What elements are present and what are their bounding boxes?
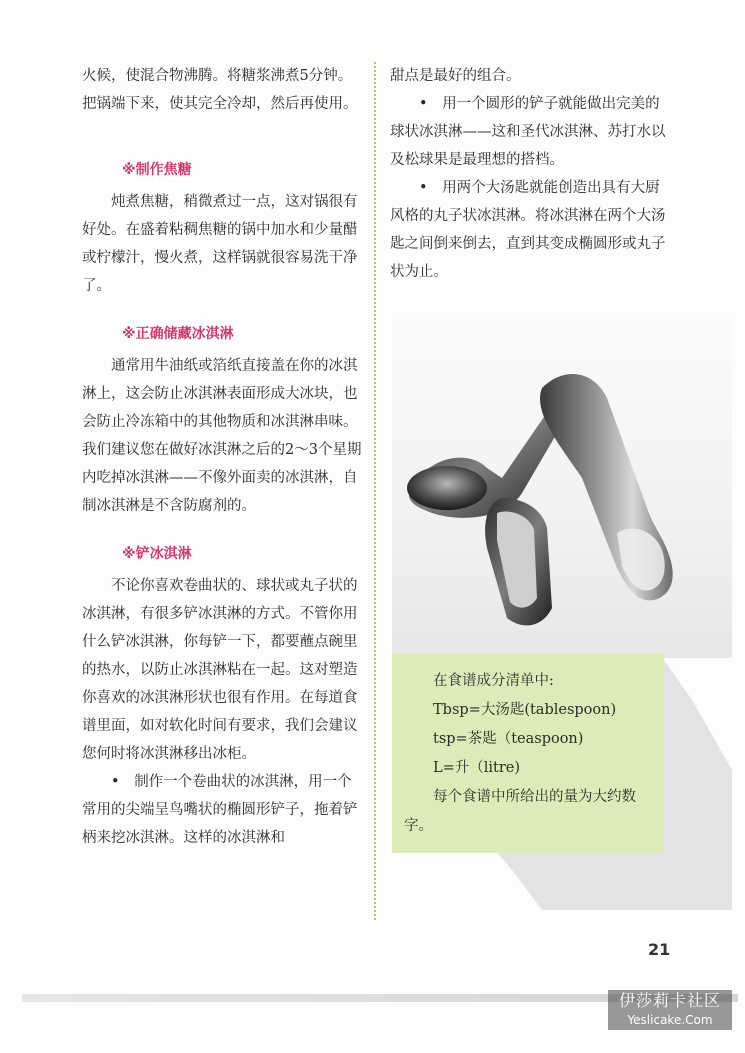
section-heading-caramel: ※制作焦糖 xyxy=(122,162,192,178)
bullet-item-round xyxy=(390,90,672,174)
right-intro-paragraph: 甜点是最好的组合。 xyxy=(390,68,521,84)
measurement-note-box xyxy=(392,653,664,853)
scoop-tools-illustration xyxy=(392,318,732,658)
bullet-text-quenelle: 用两个大汤匙就能创造出具有大厨风格的丸子状冰淇淋。将冰淇淋在两个大汤匙之间倒来倒去，直到其变成椭圆形或丸子状为止。 xyxy=(390,180,666,280)
right-column xyxy=(390,62,672,286)
bullet-text-curl: 制作一个卷曲状的冰淇淋，用一个常用的尖端呈鸟嘴状的椭圆形铲子，拖着铲柄来挖冰淇淋。这样的冰淇淋和 xyxy=(82,774,358,846)
ice-cream-scoops-photo xyxy=(392,318,732,658)
note-line-approx: 每个食谱中所给出的量为大约数字。 xyxy=(404,789,636,834)
left-column xyxy=(82,62,364,852)
section-body-storage: 通常用牛油纸或箔纸直接盖在你的冰淇淋上，这会防止冰淇淋表面形成大冰块，也会防止冷冻箱中的其他物质和冰淇淋串味。我们建议您在做好冰淇淋之后的2～3个星期内吃掉冰淇淋——不像外面卖的冰淇淋，自制冰淇淋是不含防腐剂的。 xyxy=(82,358,362,514)
section-heading-scooping: ※铲冰淇淋 xyxy=(122,546,192,562)
bullet-item-quenelle xyxy=(390,174,672,286)
bullet-icon: • xyxy=(419,180,428,196)
note-line-litre: L=升（litre) xyxy=(433,760,521,776)
site-watermark xyxy=(608,990,732,1030)
section-body-scooping: 不论你喜欢卷曲状的、球状或丸子状的冰淇淋，有很多铲冰淇淋的方式。不管你用什么铲冰淇淋，你每铲一下，都要蘸点碗里的热水，以防止冰淇淋粘在一起。这对塑造你喜欢的冰淇淋形状也很有作用。在每道食谱里面，如对软化时间有要求，我们会建议您何时将冰淇淋移出冰柜。 xyxy=(82,578,358,762)
note-line-tsp: tsp=茶匙（teaspoon) xyxy=(433,731,584,747)
section-body-caramel: 炖煮焦糖，稍微煮过一点，这对锅很有好处。在盛着粘稠焦糖的锅中加水和少量醋或柠檬汁，慢火煮，这样锅就很容易洗干净了。 xyxy=(82,194,358,294)
watermark-line-2: Yeslicake.Com xyxy=(627,1013,713,1027)
section-heading-storage: ※正确储藏冰淇淋 xyxy=(122,326,234,342)
watermark-line-1: 伊莎莉卡社区 xyxy=(618,991,721,1010)
bullet-icon: • xyxy=(419,96,428,112)
bullet-icon: • xyxy=(111,774,120,790)
bullet-item-curl xyxy=(82,768,364,852)
page-number: 21 xyxy=(648,940,671,959)
left-intro-paragraph: 火候，使混合物沸腾。将糖浆沸煮5分钟。把锅端下来，使其完全冷却，然后再使用。 xyxy=(82,68,358,112)
column-divider xyxy=(374,62,376,920)
note-line-tbsp: Tbsp=大汤匙(tablespoon) xyxy=(433,702,617,718)
note-title: 在食谱成分清单中: xyxy=(433,673,554,689)
bullet-text-round: 用一个圆形的铲子就能做出完美的球状冰淇淋——这和圣代冰淇淋、苏打水以及松球果是最理想的搭档。 xyxy=(390,96,666,168)
